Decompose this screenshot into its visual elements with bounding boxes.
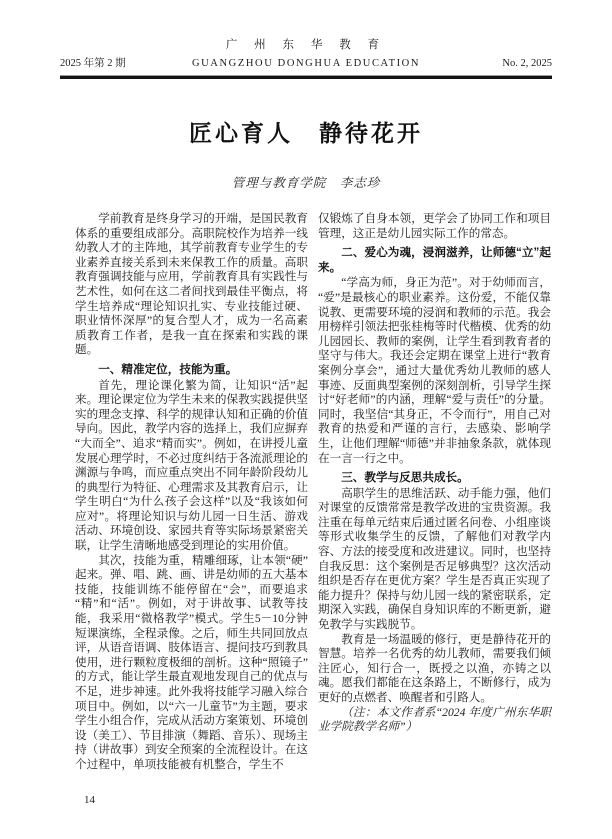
- article-byline: 管理与教育学院 李志珍: [231, 176, 381, 190]
- page-number: 14: [84, 794, 95, 806]
- header-issue-row: [60, 55, 552, 70]
- section-heading: 一、精准定位，技能为重。: [98, 362, 238, 376]
- author-note: （注：本文作者系“2024 年度广州东华职业学院教学名师”）: [318, 705, 551, 734]
- body-paragraph: 首先，理论课化繁为简，让知识“活”起来。理论课定位为学生未来的保教实践提供坚实的理念支撑、科学的规律认知和正确的价值导向。因此，教学内容的选择上，我们应摒弃“大而全”、追求“精而实”。例如，在讲授儿童发展心理学时，不必过度纠结于各流派理论的渊源与争鸣，而应重点突出不同年龄阶段幼儿的典型行为特征、心理需求及其教育启示，让学生明白“为什么孩子会这样”以及“我该如何应对”。将理论知识与幼儿园一日生活、游戏活动、环境创设、家园共育等实际场景紧密关联，让学生清晰地感受到理论的实用价值。: [75, 378, 308, 553]
- issue-label-chinese: 2025 年第 2 期: [60, 58, 126, 69]
- body-paragraph: “学高为师，身正为范”。对于幼师而言，“爱”是最核心的职业素养。这份爱，不能仅靠说教、更需要环境的浸润和教师的示范。我会用榜样引领法把张桂梅等时代楷模、优秀的幼儿园园长、教师的案例，让学生看到教育者的坚守与伟大。我还会定期在课堂上进行“教育案例分享会”，通过大量优秀幼儿教师的感人事迹、反面典型案例的深刻剖析，引导学生探讨“好老师”的内涵，理解“爱与责任”的分量。同时，我坚信“其身正，不令而行”，用自己对教育的热爱和严谨的言行，去感染、影响学生，让他们理解“师德”并非抽象条款，就体现在一言一行之中。: [318, 276, 551, 465]
- body-column-right: [318, 212, 551, 773]
- article-body: [75, 212, 551, 773]
- section-heading: 二、爱心为魂，浸润滋养，让师德“立”起来。: [318, 246, 551, 274]
- issue-label-english: No. 2, 2025: [502, 58, 552, 69]
- header-divider-rule: [60, 75, 552, 79]
- article-title: 匠心育人 静待花开: [189, 120, 423, 146]
- section-heading: 三、教学与反思共成长。: [341, 471, 469, 485]
- journal-title-chinese: 广 州 东 华 教 育: [225, 39, 387, 51]
- body-paragraph: 教育是一场温暖的修行，更是静待花开的智慧。培养一名优秀的幼儿教师，需要我们倾注匠心，知行合一，既授之以渔，亦铸之以魂。愿我们都能在这条路上，不断修行，成为更好的点燃者、唤醒者和引路人。: [318, 632, 551, 704]
- body-column-left: [75, 212, 308, 773]
- body-paragraph: 其次，技能为重，精雕细琢，让本领“硬”起来。弹、唱、跳、画、讲是幼师的五大基本技能，技能训练不能停留在“会”，而要追求“精”和“活”。例如，对于讲故事、试教等技能，我采用“微格教学”模式。学生5－10分钟短课演练，全程录像。之后，师生共同回放点评，从语音语调、肢体语言、提问技巧到教具使用，进行颗粒度极细的剖析。这种“照镜子”的方式，能让学生最直观地发现自己的优点与不足，进步神速。此外我将技能学习融入综合项目中。例如，以“六一儿童节”为主题，要求学生小组合作，完成从活动方案策划、环境创设（美工）、节目排演（舞蹈、音乐）、现场主持（讲故事）到安全预案的全流程设计。在这个过程中，单项技能被有机整合，学生不: [75, 553, 308, 771]
- page-header: [0, 0, 612, 79]
- body-paragraph: 高职学生的思维活跃、动手能力强，他们对课堂的反馈常常是教学改进的宝贵资源。我注重在每单元结束后通过匿名问卷、小组座谈等形式收集学生的反馈，了解他们对教学内容、方法的接受度和改进建议。同时，也坚持自我反思：这个案例是否足够典型？这次活动组织是否存在更优方案？学生是否真正实现了能力提升？保持与幼儿园一线的紧密联系，定期深入实践，确保自身知识库的不断更新，避免教学与实践脱节。: [318, 486, 551, 632]
- journal-title-english: GUANGZHOU DONGHUA EDUCATION: [191, 58, 421, 69]
- body-paragraph: 学前教育是终身学习的开端，是国民教育体系的重要组成部分。高职院校作为培养一线幼教人才的主阵地，其学前教育专业学生的专业素养直接关系到未来保教工作的质量。高职教育强调技能与应用，学前教育具有实践性与艺术性，如何在这二者间找到最佳平衡点，将学生培养成“理论知识扎实、专业技能过硬、职业情怀深厚”的复合型人才，成为一名高素质教育工作者，是我一直在探索和实践的课题。: [75, 212, 308, 357]
- body-paragraph: 仅锻炼了自身本领，更学会了协同工作和项目管理，这正是幼儿园实际工作的常态。: [318, 212, 551, 240]
